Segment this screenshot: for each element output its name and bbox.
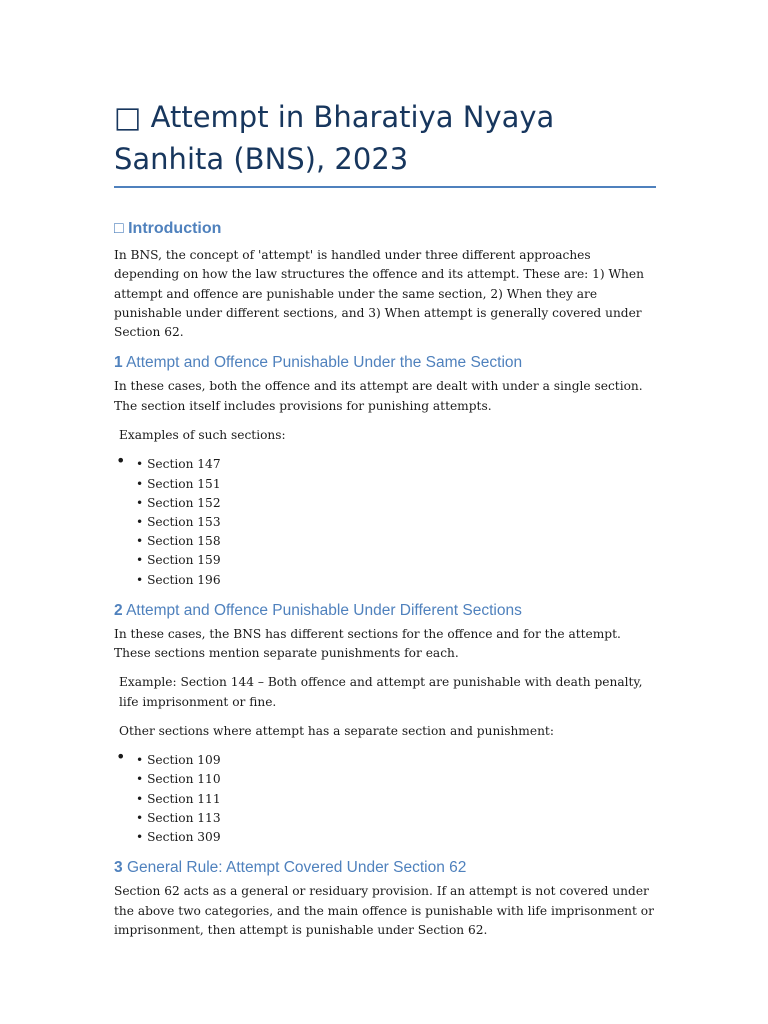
section1-list [114, 451, 656, 589]
list-item: • Section 113 [136, 810, 221, 825]
section1-number: 1 [114, 354, 123, 372]
section3-text: Section 62 acts as a general or residuary provision. If an attempt is not covered under the above two categories, and the main offence is punishable with life imprisonment or imprisonment, then attempt is punishable under Section 62. [114, 884, 654, 937]
list-item: • Section 158 [136, 534, 221, 549]
list-item: • Section 110 [136, 772, 221, 787]
list-item: • Section 196 [136, 572, 221, 587]
list-bullet: • [116, 747, 126, 767]
section3-number: 3 [114, 859, 123, 877]
list-bullet: • [116, 451, 126, 471]
section2-example: Example: Section 144 – Both offence and attempt are punishable with death penalty, life imprisonment or fine. [119, 675, 643, 709]
section1-heading-text: Attempt and Offence Punishable Under the Same Section [126, 354, 523, 372]
section1-examples-label: Examples of such sections: [119, 428, 286, 443]
introduction-text: In BNS, the concept of 'attempt' is handled under three different approaches depending on how the law structures the offence and its attempt. These are: 1) When attempt and offence are punishable under the same section, 2) When they are punishable under different sections, and 3) When attempt is generally covered under Section 62. [114, 248, 644, 340]
document-page [114, 96, 656, 950]
list-item: • Section 151 [136, 476, 221, 491]
list-item: • Section 109 [136, 753, 221, 768]
section2-number: 2 [114, 601, 123, 619]
section1-text: In these cases, both the offence and its attempt are dealt with under a single section. The section itself includes provisions for punishing attempts. [114, 379, 643, 413]
section2-heading-text: Attempt and Offence Punishable Under Different Sections [126, 601, 522, 619]
section3-heading-text: General Rule: Attempt Covered Under Section 62 [126, 859, 467, 877]
list-item: • Section 147 [136, 457, 221, 472]
list-item: • Section 111 [136, 791, 221, 806]
section2-others-label: Other sections where attempt has a separate section and punishment: [119, 723, 554, 738]
section2-list [114, 747, 656, 847]
introduction-heading: □ Introduction [114, 220, 222, 237]
document-title: □ Attempt in Bharatiya Nyaya Sanhita (BNS), 2023 [114, 96, 656, 188]
section2-heading [114, 600, 656, 622]
list-item: • Section 159 [136, 553, 221, 568]
list-item: • Section 152 [136, 495, 221, 510]
section1-heading [114, 352, 656, 374]
list-item: • Section 153 [136, 514, 221, 529]
section3-heading [114, 857, 656, 879]
list-item: • Section 309 [136, 830, 221, 845]
section2-text: In these cases, the BNS has different sections for the offence and for the attempt. These sections mention separate punishments for each. [114, 626, 621, 661]
